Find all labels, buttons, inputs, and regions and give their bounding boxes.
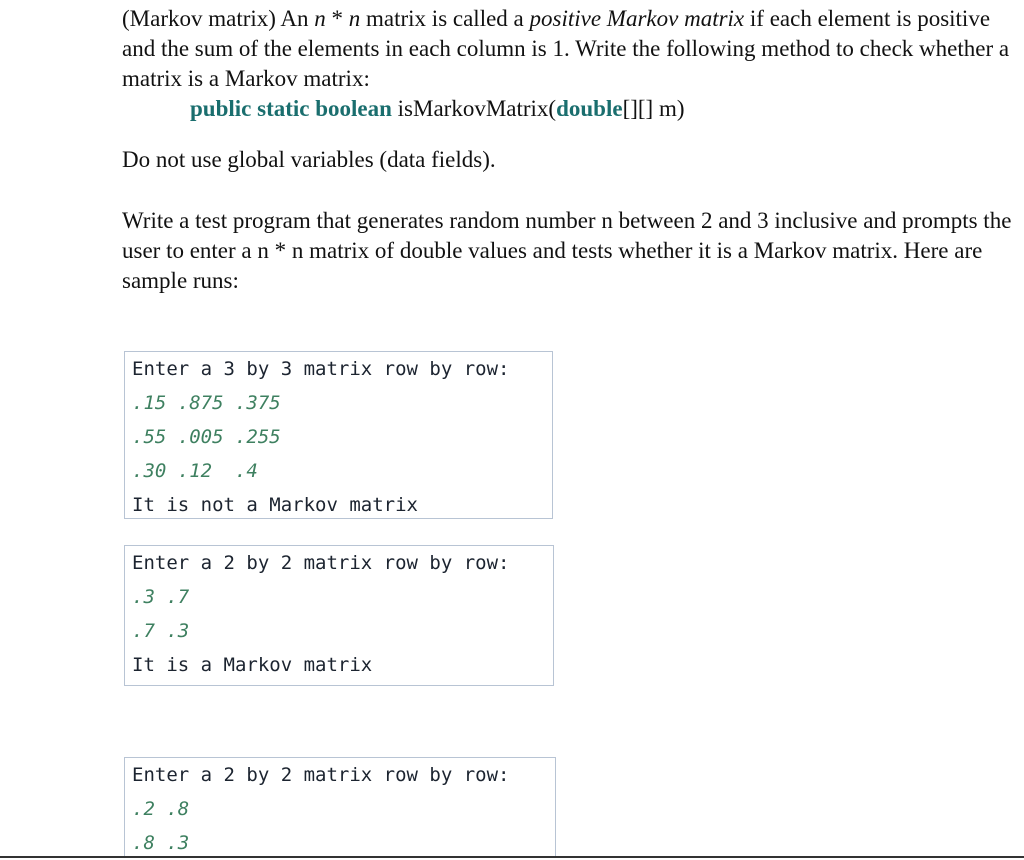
problem-statement xyxy=(122,4,1012,296)
run-input-row: .30 .12 .4 xyxy=(132,460,258,482)
intro-middle: matrix is called a xyxy=(360,6,530,31)
method-signature xyxy=(122,94,1012,124)
signature-param-type: double xyxy=(556,96,623,121)
intro-rest: if each element is positive and the sum of the elements in each column is 1. Write the following method to check whether a matrix is a Markov matrix: xyxy=(122,6,1010,91)
n-variable: n xyxy=(314,6,326,31)
run-result: It is not a Markov matrix xyxy=(132,494,418,516)
run-input-row: .2 .8 xyxy=(132,798,190,820)
problem-intro xyxy=(122,4,1012,94)
run-input-row: .15 .875 .375 xyxy=(132,392,281,414)
test-program-instructions: Write a test program that generates random number n between 2 and 3 inclusive and prompts the user to enter a n * n matrix of double values and tests whether it is a Markov matrix. Here are sample runs: xyxy=(122,208,1012,293)
sample-run-2 xyxy=(124,545,554,686)
signature-tail: [][] m) xyxy=(622,96,685,121)
signature-method-name: isMarkovMatrix( xyxy=(391,96,557,121)
no-globals-note: Do not use global variables (data fields). xyxy=(122,147,496,172)
run-input-row: .55 .005 .255 xyxy=(132,426,281,448)
sample-run-1 xyxy=(124,351,553,519)
run-input-row: .8 .3 xyxy=(132,832,190,854)
run-prompt: Enter a 2 by 2 matrix row by row: xyxy=(132,552,510,574)
run-input-row: .3 .7 xyxy=(132,586,190,608)
defined-term: positive Markov matrix xyxy=(529,6,745,31)
times-symbol: * xyxy=(325,6,349,31)
sample-run-3 xyxy=(124,757,556,858)
run-prompt: Enter a 3 by 3 matrix row by row: xyxy=(132,358,510,380)
n-variable: n xyxy=(348,6,361,31)
run-input-row: .7 .3 xyxy=(132,620,190,642)
intro-prefix: (Markov matrix) An xyxy=(122,6,315,31)
run-prompt: Enter a 2 by 2 matrix row by row: xyxy=(132,764,510,786)
signature-keywords: public static boolean xyxy=(190,96,392,121)
run-result: It is a Markov matrix xyxy=(132,654,373,676)
